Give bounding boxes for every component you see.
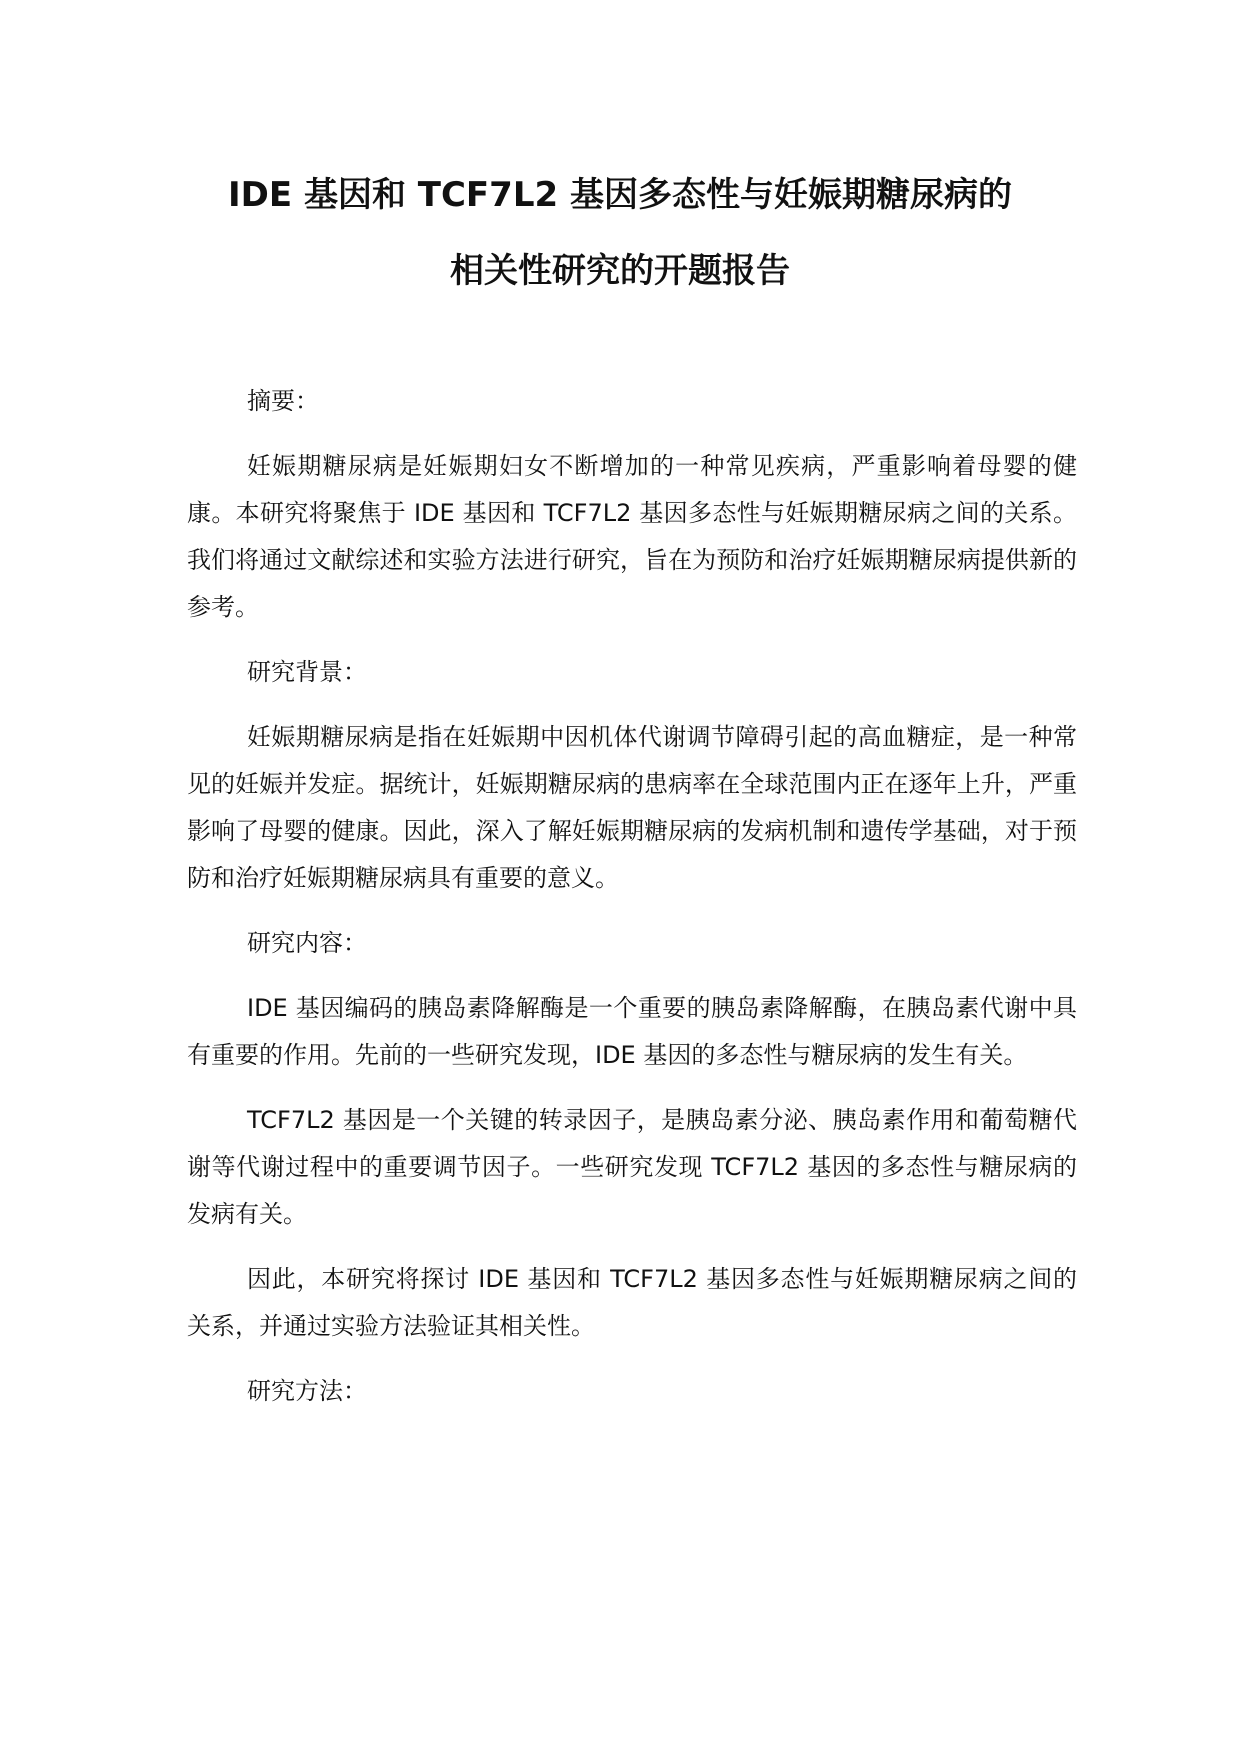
paragraph-content-ide: IDE 基因编码的胰岛素降解酶是一个重要的胰岛素降解酶，在胰岛素代谢中具有重要的作用。先前的一些研究发现，IDE 基因的多态性与糖尿病的发生有关。 <box>187 994 1077 1069</box>
title-line-1: IDE 基因和 TCF7L2 基因多态性与妊娠期糖尿病的 <box>228 175 1012 215</box>
section-heading-content: 研究内容： <box>247 929 367 957</box>
section-heading-abstract: 摘要： <box>247 387 319 415</box>
document-body <box>187 378 1077 1433</box>
section-heading-methods: 研究方法： <box>247 1377 367 1405</box>
document-title <box>160 172 1080 294</box>
paragraph-abstract: 妊娠期糖尿病是妊娠期妇女不断增加的一种常见疾病，严重影响着母婴的健康。本研究将聚焦于 IDE 基因和 TCF7L2 基因多态性与妊娠期糖尿病之间的关系。我们将通过文献综述和实验方法进行研究，旨在为预防和治疗妊娠期糖尿病提供新的参考。 <box>187 452 1077 621</box>
title-line-2: 相关性研究的开题报告 <box>450 251 790 291</box>
paragraph-content-summary: 因此，本研究将探讨 IDE 基因和 TCF7L2 基因多态性与妊娠期糖尿病之间的关系，并通过实验方法验证其相关性。 <box>187 1265 1077 1340</box>
section-heading-background: 研究背景： <box>247 658 367 686</box>
paragraph-background: 妊娠期糖尿病是指在妊娠期中因机体代谢调节障碍引起的高血糖症，是一种常见的妊娠并发症。据统计，妊娠期糖尿病的患病率在全球范围内正在逐年上升，严重影响了母婴的健康。因此，深入了解妊娠期糖尿病的发病机制和遗传学基础，对于预防和治疗妊娠期糖尿病具有重要的意义。 <box>187 723 1077 892</box>
paragraph-content-tcf7l2: TCF7L2 基因是一个关键的转录因子，是胰岛素分泌、胰岛素作用和葡萄糖代谢等代谢过程中的重要调节因子。一些研究发现 TCF7L2 基因的多态性与糖尿病的发病有关。 <box>187 1106 1077 1228</box>
